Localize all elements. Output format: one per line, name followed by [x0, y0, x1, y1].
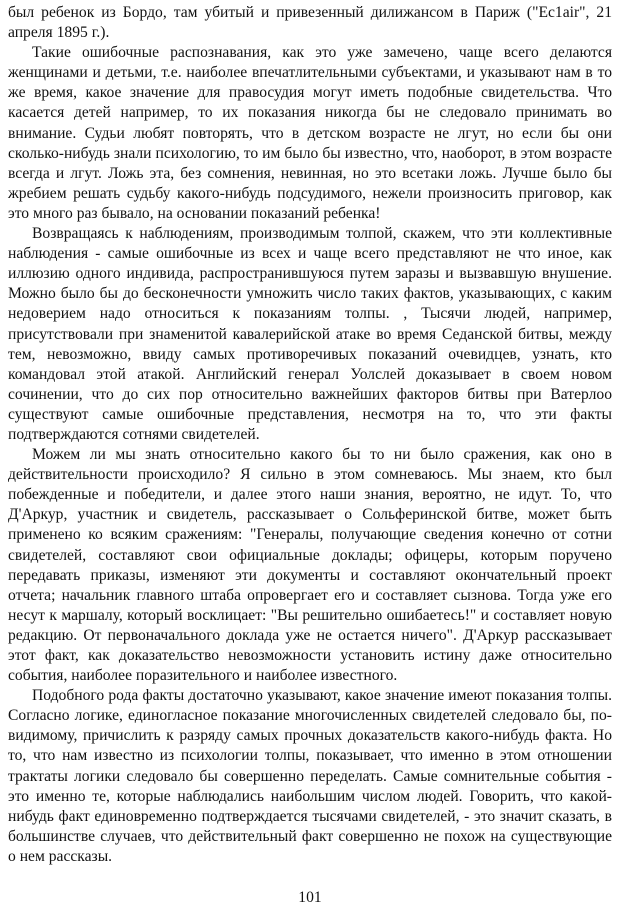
paragraph-1: был ребенок из Бордо, там убитый и привезенный дилижансом в Париж ("Ec1air", 21 апреля 1895 г.). [8, 4, 612, 42]
paragraph-3: Возвращаясь к наблюдениям, производимым толпой, скажем, что эти коллективные наблюдения - самые ошибочные из всех и чаще всего представляют не что иное, как иллюзию одного индивида, распространившуюся путем заразы и вызвавшую внушение. Можно было бы до бесконечности умножить число таких фактов, указывающих, с каким недоверием надо относиться к показаниям толпы. , Тысячи людей, например, присутствовали при знаменитой кавалерийской атаке во время Седанской битвы, между тем, невозможно, ввиду самых противоречивых показаний очевидцев, узнать, кто командовал этой атакой. Английский генерал Уолслей доказывает в своем новом сочинении, что до сих пор относительно важнейших факторов битвы при Ватерлоо существуют самые ошибочные представления, несмотря на то, что эти факты подтверждаются сотнями свидетелей. [8, 225, 612, 443]
paragraph-5: Подобного рода факты достаточно указывают, какое значение имеют показания толпы. Согласно логике, единогласное показание многочисленных свидетелей следовало бы, по-видимому, причислить к разряду самых прочных доказательств какого-нибудь факта. Но то, что нам известно из психологии толпы, показывает, что именно в этом отношении трактаты логики следовало бы совершенно переделать. Самые сомнительные события - это именно те, которые наблюдались наибольшим числом людей. Говорить, что какой-нибудь факт единовременно подтверждается тысячами свидетелей, - это значит сказать, в большинстве случаев, что действительный факт совершенно не похож на существующие о нем рассказы. [8, 687, 612, 865]
paragraph-4: Можем ли мы знать относительно какого бы то ни было сражения, как оно в действительности происходило? Я сильно в этом сомневаюсь. Мы знаем, кто был побежденные и победители, и далее этого наши знания, вероятно, не идут. То, что Д'Аркур, участник и свидетель, рассказывает о Сольферинской битве, может быть применено ко всяким сражениям: "Генералы, получающие сведения конечно от сотни свидетелей, составляют свои официальные доклады; офицеры, которым поручено передавать приказы, изменяют эти документы и составляют окончательный проект отчета; начальник главного штаба опровергает его и составляет сызнова. Тогда уже его несут к маршалу, который восклицает: "Вы решительно ошибаетесь!" и составляет новую редакцию. От первоначального доклада уже не остается ничего". Д'Аркур рассказывает этот факт, как доказательство невозможности установить истину даже относительно события, наиболее поразительного и наиболее известного. [8, 446, 612, 685]
paragraph-2: Такие ошибочные распознавания, как это уже замечено, чаще всего делаются женщинами и детьми, т.е. наиболее впечатлительными субъектами, и указывают нам в то же время, какое значение для правосудия могут иметь подобные свидетельства. Что касается детей например, то их показания никогда бы не следовало принимать во внимание. Судьи любят повторять, что в детском возрасте не лгут, но если бы они сколько-нибудь знали психологию, то им было бы известно, что, наоборот, в этом возрасте всегда и лгут. Ложь эта, без сомнения, невинная, но это всетаки ложь. Лучше было бы жребием решать судьбу какого-нибудь подсудимого, нежели произносить приговор, как это много раз бывало, на основании показаний ребенка! [8, 44, 612, 222]
page-number: 101 [298, 889, 322, 906]
